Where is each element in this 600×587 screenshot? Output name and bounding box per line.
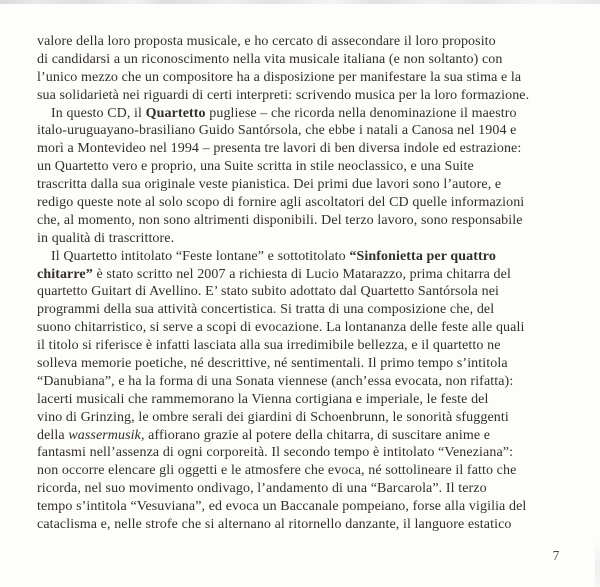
body-text: un Quartetto vero e proprio, una Suite scritta in stile neoclassico, e una Suite	[37, 159, 474, 175]
text-line	[37, 498, 577, 516]
text-line	[37, 194, 577, 212]
text-line	[37, 33, 577, 51]
scan-edge-right	[595, 540, 600, 587]
body-text: redigo queste note al solo scopo di fornire agli ascoltatori del CD quelle informazioni	[37, 195, 525, 211]
body-text: della	[37, 427, 69, 443]
text-line	[37, 212, 577, 230]
text-line	[37, 462, 577, 480]
body-text: In questo CD, il	[51, 105, 146, 121]
body-text: sua solidarietà nei riguardi di certi interpreti: scrivendo musica per la loro formazione.	[37, 87, 530, 103]
body-text: “Danubiana”, e ha la forma di una Sonata viennese (anch’essa evocata, non rifatta):	[37, 373, 514, 389]
body-text: che, al momento, non sono altrimenti disponibili. Del terzo lavoro, sono responsabile	[37, 212, 523, 228]
text-line	[37, 122, 577, 140]
text-line	[37, 301, 577, 319]
body-text: suono chitarristico, si serve a scopi di evocazione. La lontananza delle feste alle quali	[37, 320, 525, 336]
body-text: morì a Montevideo nel 1994 – presenta tre lavori di ben diversa indole ed estrazione:	[37, 141, 522, 157]
bold-text: Quartetto	[145, 105, 206, 121]
italic-text: wassermusik	[68, 427, 141, 443]
body-text: Il Quartetto intitolato “Feste lontane” e sottotitolato	[51, 248, 350, 264]
text-line	[37, 444, 577, 462]
body-text: ricorda, nel suo movimento ondivago, l’andamento di una “Barcarola”. Il terzo	[37, 481, 487, 497]
text-line	[37, 391, 577, 409]
body-text: solleva memorie poetiche, né descrittive, né sentimentali. Il primo tempo s’intitola	[37, 356, 508, 372]
text-line	[37, 51, 577, 69]
body-text: vino di Grinzing, le ombre serali dei giardini di Schoenbrunn, le sonorità sfuggenti	[37, 409, 509, 425]
body-text: programmi della sua attività concertistica. Si tratta di una composizione che, del	[37, 302, 495, 318]
text-block	[37, 33, 577, 534]
text-line	[37, 69, 577, 87]
bold-text: chitarre”	[37, 266, 93, 282]
text-line	[37, 176, 577, 194]
body-text: valore della loro proposta musicale, e ho cercato di assecondare il loro proposito	[37, 34, 496, 49]
text-line	[37, 140, 577, 158]
body-text: trascritta dalla sua originale veste pianistica. Dei primi due lavori sono l’autore, e	[37, 177, 502, 193]
body-text: il titolo si riferisce è infatti lasciata alla sua irredimibile bellezza, e il quartetto ne	[37, 338, 501, 354]
text-line	[37, 248, 577, 266]
text-line	[37, 427, 577, 445]
text-line	[37, 319, 577, 337]
body-text: è stato scritto nel 2007 a richiesta di Lucio Matarazzo, prima chitarra del	[92, 266, 511, 282]
text-line	[37, 283, 577, 301]
bold-text: “Sinfonietta per quattro	[349, 248, 496, 264]
body-text: lacerti musicali che rammemorano la Vienna cortigiana e imperiale, le feste del	[37, 391, 489, 407]
body-text: italo-uruguayano-brasiliano Guido Santórsola, che ebbe i natali a Canosa nel 1904 e	[37, 123, 517, 139]
body-text: quartetto Guitart di Avellino. E’ stato subito adottato dal Quartetto Santórsola nei	[37, 284, 500, 300]
text-line	[37, 409, 577, 427]
body-text: , affiorano grazie al potere della chitarra, di suscitare anime e	[140, 427, 491, 443]
text-line	[37, 373, 577, 391]
body-text: tempo s’intitola “Vesuviana”, ed evoca un Baccanale pompeiano, forse alla vigilia del	[37, 499, 527, 515]
text-line	[37, 266, 577, 284]
text-line	[37, 87, 577, 105]
body-text: in qualità di trascrittore.	[37, 230, 175, 246]
text-line	[37, 158, 577, 176]
scan-edge-top	[0, 0, 600, 4]
page-number: 7	[552, 548, 560, 563]
text-line	[37, 516, 577, 534]
body-text: cataclisma e, nelle strofe che si alternano al ritornello danzante, il languore estatico	[37, 517, 512, 533]
text-line	[37, 355, 577, 373]
body-text: pugliese – che ricorda nella denominazione il maestro	[205, 105, 517, 121]
body-text: di candidarsi a un riconoscimento nella vita musicale italiana (e non soltanto) con	[37, 51, 503, 67]
text-line	[37, 105, 577, 123]
body-text: l’unico mezzo che un compositore ha a disposizione per manifestare la sua stima e la	[37, 69, 522, 85]
text-line	[37, 480, 577, 498]
body-text: non occorre elencare gli oggetti e le atmosfere che evoca, né sottolineare il fatto che	[37, 463, 517, 479]
body-text: fantasmi nell’assenza di ogni corporeità. Il secondo tempo è intitolato “Veneziana”:	[37, 445, 514, 461]
text-line	[37, 230, 577, 248]
text-line	[37, 337, 577, 355]
